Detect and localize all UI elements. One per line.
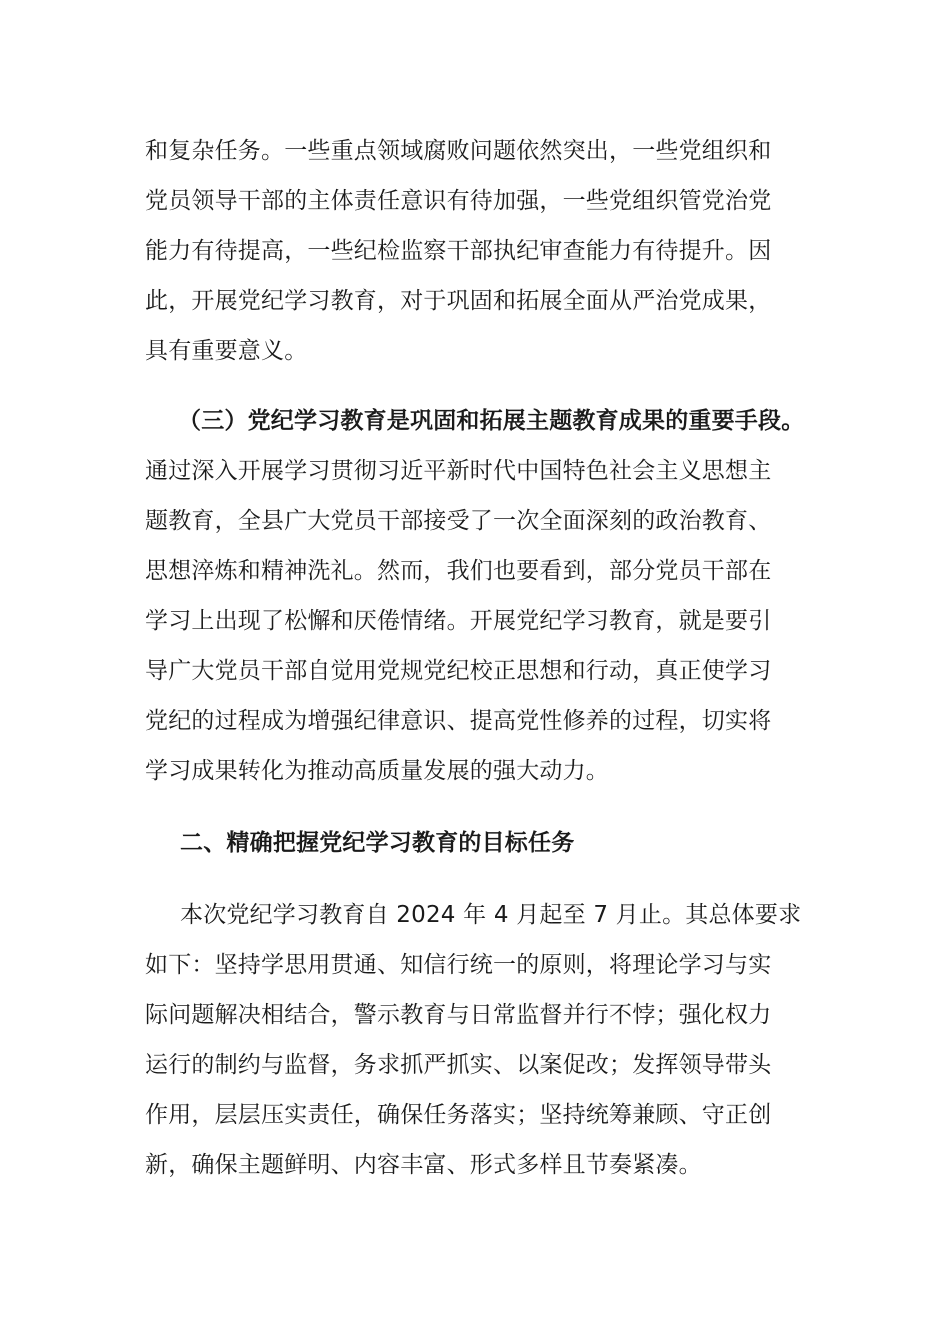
paragraph-line: 通过深入开展学习贯彻习近平新时代中国特色社会主义思想主 bbox=[145, 458, 772, 484]
paragraph-line: 党纪的过程成为增强纪律意识、提高党性修养的过程，切实将 bbox=[145, 708, 772, 734]
paragraph-line: 党员领导干部的主体责任意识有待加强，一些党组织管党治党 bbox=[145, 188, 772, 214]
paragraph-line: 此，开展党纪学习教育，对于巩固和拓展全面从严治党成果， bbox=[145, 288, 772, 314]
paragraph-line: 思想淬炼和精神洗礼。然而，我们也要看到，部分党员干部在 bbox=[145, 558, 772, 584]
paragraph-line: 题教育，全县广大党员干部接受了一次全面深刻的政治教育、 bbox=[145, 508, 772, 534]
paragraph-line: 导广大党员干部自觉用党规党纪校正思想和行动，真正使学习 bbox=[145, 658, 772, 684]
section-heading: 二、精确把握党纪学习教育的目标任务 bbox=[180, 830, 575, 856]
paragraph-line: 学习上出现了松懈和厌倦情绪。开展党纪学习教育，就是要引 bbox=[145, 608, 772, 634]
paragraph-line: 本次党纪学习教育自 2024 年 4 月起至 7 月止。其总体要求 bbox=[180, 902, 802, 928]
paragraph-line: 新，确保主题鲜明、内容丰富、形式多样且节奏紧凑。 bbox=[145, 1152, 702, 1178]
paragraph-line: 学习成果转化为推动高质量发展的强大动力。 bbox=[145, 758, 609, 784]
paragraph-line: 运行的制约与监督，务求抓严抓实、以案促改；发挥领导带头 bbox=[145, 1052, 772, 1078]
paragraph-line: 际问题解决相结合，警示教育与日常监督并行不悖；强化权力 bbox=[145, 1002, 772, 1028]
paragraph-line: 作用，层层压实责任，确保任务落实；坚持统筹兼顾、守正创 bbox=[145, 1102, 772, 1128]
paragraph-line: 和复杂任务。一些重点领域腐败问题依然突出，一些党组织和 bbox=[145, 138, 772, 164]
paragraph-line: 具有重要意义。 bbox=[145, 338, 308, 364]
paragraph-line: 如下：坚持学思用贯通、知信行统一的原则，将理论学习与实 bbox=[145, 952, 772, 978]
paragraph-line: 能力有待提高，一些纪检监察干部执纪审查能力有待提升。因 bbox=[145, 238, 772, 264]
section-heading: （三）党纪学习教育是巩固和拓展主题教育成果的重要手段。 bbox=[178, 408, 805, 434]
